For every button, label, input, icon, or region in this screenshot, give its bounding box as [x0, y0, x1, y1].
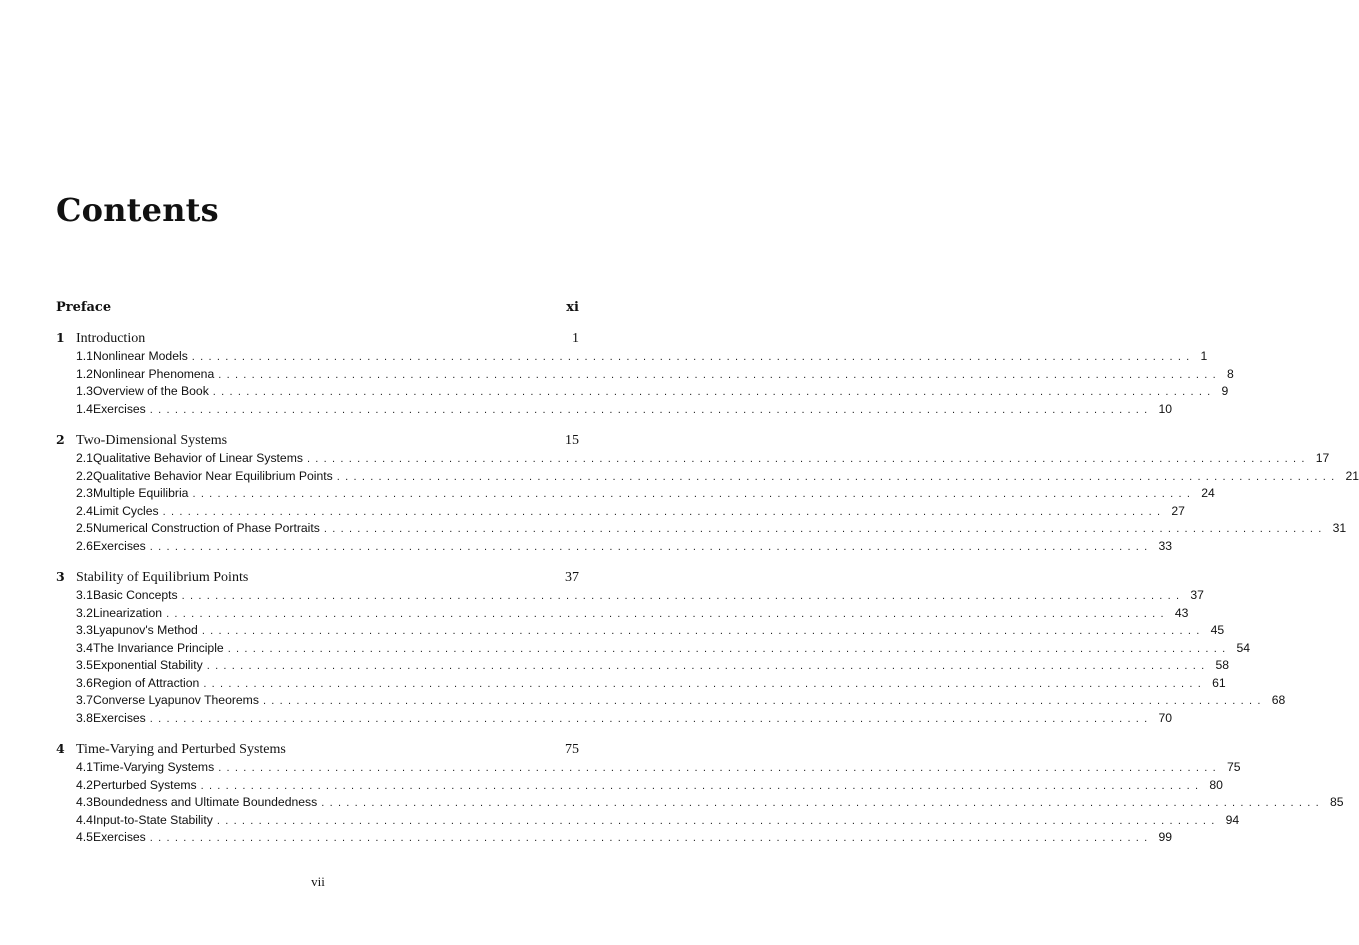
toc-chapter: [56, 741, 1344, 848]
toc-section-entry[interactable]: [56, 623, 1225, 641]
chapter-number: 3: [56, 569, 65, 584]
chapter-page: 15: [565, 433, 579, 448]
dot-leader: ........................................................................................................................: [162, 505, 1166, 518]
section-page: 9: [1221, 384, 1229, 398]
section-number: 3.5: [76, 658, 93, 672]
section-page: 27: [1171, 503, 1185, 518]
section-title: Exercises: [92, 830, 146, 844]
dot-leader: ........................................................................................................................: [203, 677, 1207, 690]
toc-chapter-entry[interactable]: [56, 330, 579, 349]
section-page: 17: [1315, 451, 1330, 465]
section-number: 4.3: [76, 795, 93, 809]
toc-section-entry[interactable]: [56, 451, 1330, 469]
toc-section-entry[interactable]: [56, 349, 1208, 367]
toc-chapter-entry[interactable]: [56, 569, 579, 588]
section-number: 2.6: [76, 538, 93, 553]
toc-chapter: [56, 569, 1286, 728]
chapter-page: 75: [565, 742, 579, 757]
dot-leader: ........................................................................................................................: [262, 695, 1266, 707]
section-number: 2.5: [76, 521, 93, 535]
toc-section-entry[interactable]: [56, 777, 1223, 796]
section-title: Overview of the Book: [92, 384, 209, 398]
toc-section-entry[interactable]: [56, 486, 1215, 504]
toc-chapter: [56, 432, 1359, 556]
dot-leader: ........................................................................................................................: [306, 453, 1310, 465]
preface-label: Preface: [56, 300, 112, 315]
section-number: 3.4: [76, 640, 93, 655]
dot-leader: ........................................................................................................................: [149, 832, 1153, 844]
section-number: 3.8: [76, 710, 93, 725]
dot-leader: ........................................................................................................................: [166, 607, 1169, 620]
section-title: Exponential Stability: [92, 658, 203, 672]
section-title: Qualitative Behavior of Linear Systems: [92, 451, 303, 465]
chapter-page: 1: [572, 331, 579, 346]
toc-preface-entry[interactable]: [56, 298, 579, 318]
section-page: 10: [1158, 401, 1173, 416]
toc-section-entry[interactable]: [56, 675, 1226, 694]
toc-chapter: [56, 330, 1234, 419]
section-title: The Invariance Principle: [92, 640, 224, 655]
toc-section-entry[interactable]: [56, 605, 1189, 624]
chapter-title: Two-Dimensional Systems: [76, 433, 228, 448]
section-page: 21: [1345, 468, 1359, 483]
section-title: Multiple Equilibria: [92, 486, 189, 500]
dot-leader: ........................................................................................................................: [216, 814, 1220, 827]
section-title: Input-to-State Stability: [92, 812, 213, 827]
toc-section-entry[interactable]: [56, 710, 1173, 729]
toc-section-entry[interactable]: [56, 538, 1173, 557]
section-title: Perturbed Systems: [92, 777, 197, 792]
section-page: 80: [1209, 777, 1223, 792]
section-title: Exercises: [92, 710, 146, 725]
toc-section-entry[interactable]: [56, 658, 1230, 676]
section-number: 2.4: [76, 503, 93, 518]
toc-section-entry[interactable]: [56, 384, 1229, 402]
section-page: 24: [1201, 486, 1215, 500]
section-number: 3.1: [76, 588, 93, 602]
section-title: Time-Varying Systems: [92, 760, 215, 774]
section-page: 94: [1225, 812, 1240, 827]
dot-leader: ........................................................................................................................: [191, 351, 1195, 363]
section-number: 4.1: [76, 760, 93, 774]
dot-leader: ........................................................................................................................: [227, 642, 1231, 655]
dot-leader: ........................................................................................................................: [149, 540, 1153, 553]
section-number: 4.2: [76, 777, 93, 792]
section-page: 45: [1210, 623, 1225, 637]
toc-chapter-entry[interactable]: [56, 432, 579, 451]
section-number: 1.3: [76, 384, 93, 398]
toc-section-entry[interactable]: [56, 795, 1344, 813]
toc-section-entry[interactable]: [56, 468, 1359, 487]
chapter-number: 2: [56, 432, 65, 447]
section-page: 85: [1329, 795, 1344, 809]
section-page: 70: [1158, 710, 1173, 725]
dot-leader: ........................................................................................................................: [218, 762, 1221, 774]
table-of-contents: [56, 298, 1359, 861]
section-title: Converse Lyapunov Theorems: [92, 693, 259, 707]
section-number: 3.7: [76, 693, 93, 707]
dot-leader: ........................................................................................................................: [321, 797, 1324, 809]
section-title: Region of Attraction: [92, 675, 200, 690]
section-page: 37: [1190, 588, 1204, 602]
section-title: Nonlinear Models: [92, 349, 188, 363]
toc-section-entry[interactable]: [56, 366, 1234, 385]
section-title: Numerical Construction of Phase Portraits: [92, 521, 320, 535]
dot-leader: ........................................................................................................................: [323, 523, 1327, 535]
page-number: vii: [311, 874, 325, 889]
section-title: Lyapunov's Method: [92, 623, 198, 637]
toc-section-entry[interactable]: [56, 693, 1286, 711]
section-number: 3.2: [76, 605, 93, 620]
chapter-title: Introduction: [76, 331, 146, 346]
section-title: Linearization: [92, 605, 163, 620]
section-page: 1: [1200, 349, 1208, 363]
section-page: 61: [1212, 675, 1226, 690]
chapter-list: [56, 330, 1359, 848]
dot-leader: ........................................................................................................................: [149, 403, 1153, 416]
toc-section-entry[interactable]: [56, 830, 1173, 848]
section-number: 1.2: [76, 366, 93, 381]
section-title: Basic Concepts: [92, 588, 178, 602]
section-number: 4.4: [76, 812, 93, 827]
chapter-title: Time-Varying and Perturbed Systems: [76, 742, 286, 757]
section-page: 68: [1271, 693, 1286, 707]
toc-section-entry[interactable]: [56, 760, 1241, 778]
dot-leader: ........................................................................................................................: [149, 712, 1153, 725]
section-title: Qualitative Behavior Near Equilibrium Points: [92, 468, 333, 483]
dot-leader: ........................................................................................................................: [336, 470, 1340, 483]
section-page: 8: [1226, 366, 1234, 381]
chapter-page: 37: [565, 570, 579, 585]
section-page: 99: [1158, 830, 1173, 844]
toc-chapter-entry[interactable]: [56, 741, 579, 760]
section-title: Limit Cycles: [92, 503, 159, 518]
section-page: 75: [1226, 760, 1241, 774]
chapter-number: 1: [56, 330, 65, 345]
preface-page: xi: [566, 300, 579, 315]
section-page: 31: [1332, 521, 1347, 535]
page-title: Contents: [56, 191, 219, 229]
section-title: Boundedness and Ultimate Boundedness: [92, 795, 318, 809]
toc-section-entry[interactable]: [56, 401, 1173, 420]
section-number: 3.6: [76, 675, 93, 690]
dot-leader: ........................................................................................................................: [218, 368, 1221, 381]
chapter-title: Stability of Equilibrium Points: [76, 570, 249, 585]
section-number: 2.3: [76, 486, 93, 500]
section-number: 3.3: [76, 623, 93, 637]
section-page: 43: [1174, 605, 1189, 620]
section-number: 2.1: [76, 451, 93, 465]
section-number: 2.2: [76, 468, 93, 483]
chapter-number: 4: [56, 741, 65, 756]
section-title: Nonlinear Phenomena: [92, 366, 215, 381]
dot-leader: ........................................................................................................................: [206, 660, 1210, 672]
toc-section-entry[interactable]: [56, 588, 1204, 606]
section-page: 33: [1158, 538, 1173, 553]
toc-section-entry[interactable]: [56, 503, 1185, 522]
dot-leader: ........................................................................................................................: [201, 625, 1205, 637]
section-title: Exercises: [92, 538, 146, 553]
dot-leader: ........................................................................................................................: [192, 488, 1196, 500]
section-number: 1.4: [76, 401, 93, 416]
section-page: 54: [1236, 640, 1251, 655]
dot-leader: ........................................................................................................................: [212, 386, 1216, 398]
toc-section-entry[interactable]: [56, 521, 1347, 539]
dot-leader: ........................................................................................................................: [181, 590, 1185, 602]
section-title: Exercises: [92, 401, 146, 416]
dot-leader: ........................................................................................................................: [200, 779, 1204, 792]
section-number: 1.1: [76, 349, 93, 363]
toc-section-entry[interactable]: [56, 812, 1240, 831]
toc-section-entry[interactable]: [56, 640, 1251, 659]
section-page: 58: [1215, 658, 1230, 672]
section-number: 4.5: [76, 830, 93, 844]
